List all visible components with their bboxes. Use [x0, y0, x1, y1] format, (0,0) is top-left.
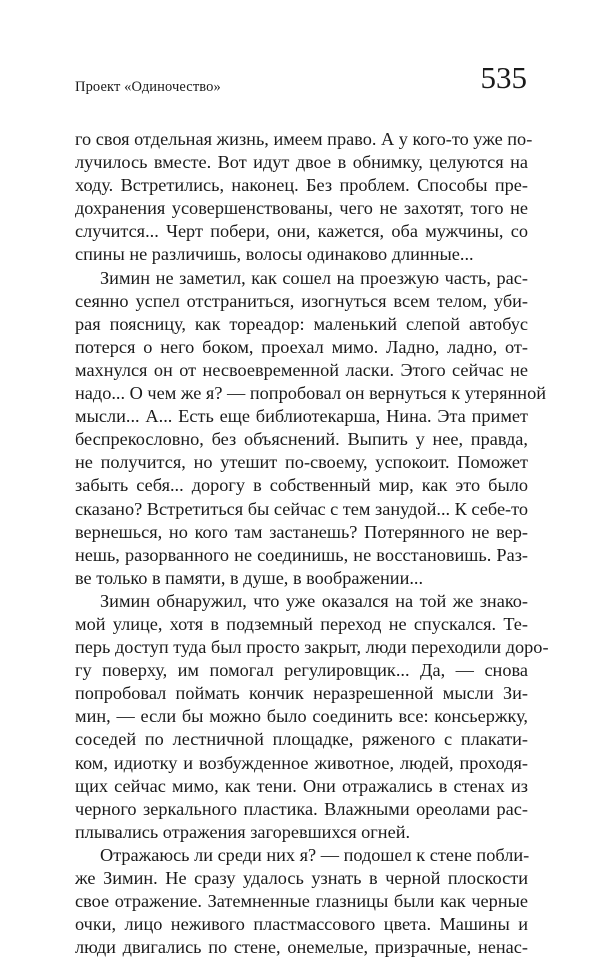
- text-line: го своя отдельная жизнь, имеем право. А у кого-то уже по-: [75, 129, 533, 149]
- text-line: вернешься, но кого там застанешь? Потерянного не вер-: [75, 521, 528, 542]
- text-line: ходу. Встретились, наконец. Без проблем. Способы пре-: [75, 175, 528, 196]
- text-line: рая поясницу, как тореадор: маленький слепой автобус: [75, 313, 528, 334]
- text-line: спины не различишь, волосы одинаково длинные...: [75, 244, 474, 265]
- text-line: Зимин не заметил, как сошел на проезжую часть, рас-: [100, 267, 528, 288]
- text-line: ве только в памяти, в душе, в воображении...: [75, 567, 424, 588]
- text-line: Отражаюсь ли среди них я? — подошел к стене побли-: [100, 844, 530, 865]
- text-line: лучилось вместе. Вот идут двое в обнимку, целуются на: [75, 152, 528, 173]
- body-text: [75, 128, 549, 959]
- text-line: перь доступ туда был просто закрыт, люди переходили доро-: [75, 637, 549, 658]
- text-line: гу поверху, им помогал регулировщик... Да, — снова: [75, 660, 528, 681]
- running-title: Проект «Одиночество»: [75, 79, 221, 95]
- text-line: мин, — если бы можно было соединить все: консьержку,: [75, 706, 528, 727]
- text-line: беспрекословно, без объяснений. Выпить у нее, правда,: [75, 429, 528, 450]
- text-line: же Зимин. Не сразу удалось узнать в черной плоскости: [75, 868, 528, 888]
- text-line: махнулся он от несвоевременной ласки. Этого сейчас не: [75, 359, 528, 380]
- text-line: сеянно успел отстраниться, изогнуться всем телом, уби-: [75, 290, 528, 311]
- page-number: 535: [480, 60, 527, 95]
- text-line: мой улице, хотя в подземный переход не спускался. Те-: [75, 613, 528, 634]
- text-line: мысли... А... Есть еще библиотекарша, Нина. Эта примет: [75, 406, 528, 427]
- text-line: потерся о него боком, проехал мимо. Ладно, ладно, от-: [75, 336, 528, 357]
- text-line: Зимин обнаружил, что уже оказался на той же знако-: [100, 590, 528, 611]
- text-line: не получится, но утешит по-своему, успокоит. Поможет: [75, 452, 528, 473]
- text-line: дохранения усовершенствованы, чего не захотят, того не: [75, 198, 528, 219]
- text-line: щих сейчас мимо, как тени. Они отражались в стенах из: [75, 775, 528, 796]
- text-line: очки, лицо неживого пластмассового цвета. Машины и: [75, 914, 528, 935]
- text-line: забыть себя... дорогу в собственный мир, как это было: [75, 475, 528, 496]
- text-line: случится... Черт побери, они, кажется, оба мужчины, со: [75, 221, 528, 242]
- text-line: попробовал поймать кончик неразрешенной мысли Зи-: [75, 683, 528, 704]
- text-line: люди двигались по стене, онемелые, призрачные, ненас-: [75, 937, 528, 958]
- text-line: черного зеркального пластика. Влажными ореолами рас-: [75, 798, 528, 819]
- text-line: надо... О чем же я? — попробовал он вернуться к утерянной: [75, 383, 547, 404]
- text-line: нешь, разорванного не соединишь, не восстановишь. Раз-: [75, 544, 528, 565]
- text-line: сказано? Встретиться бы сейчас с тем занудой... К себе-то: [75, 498, 529, 519]
- text-line: плывались отражения загоревшихся огней.: [75, 821, 411, 842]
- text-line: ком, идиотку и возбужденное животное, людей, проходя-: [75, 752, 528, 773]
- text-line: соседей по лестничной площадке, ряженого с плакати-: [75, 729, 528, 750]
- text-line: свое отражение. Затемненные глазницы были как черные: [75, 891, 528, 912]
